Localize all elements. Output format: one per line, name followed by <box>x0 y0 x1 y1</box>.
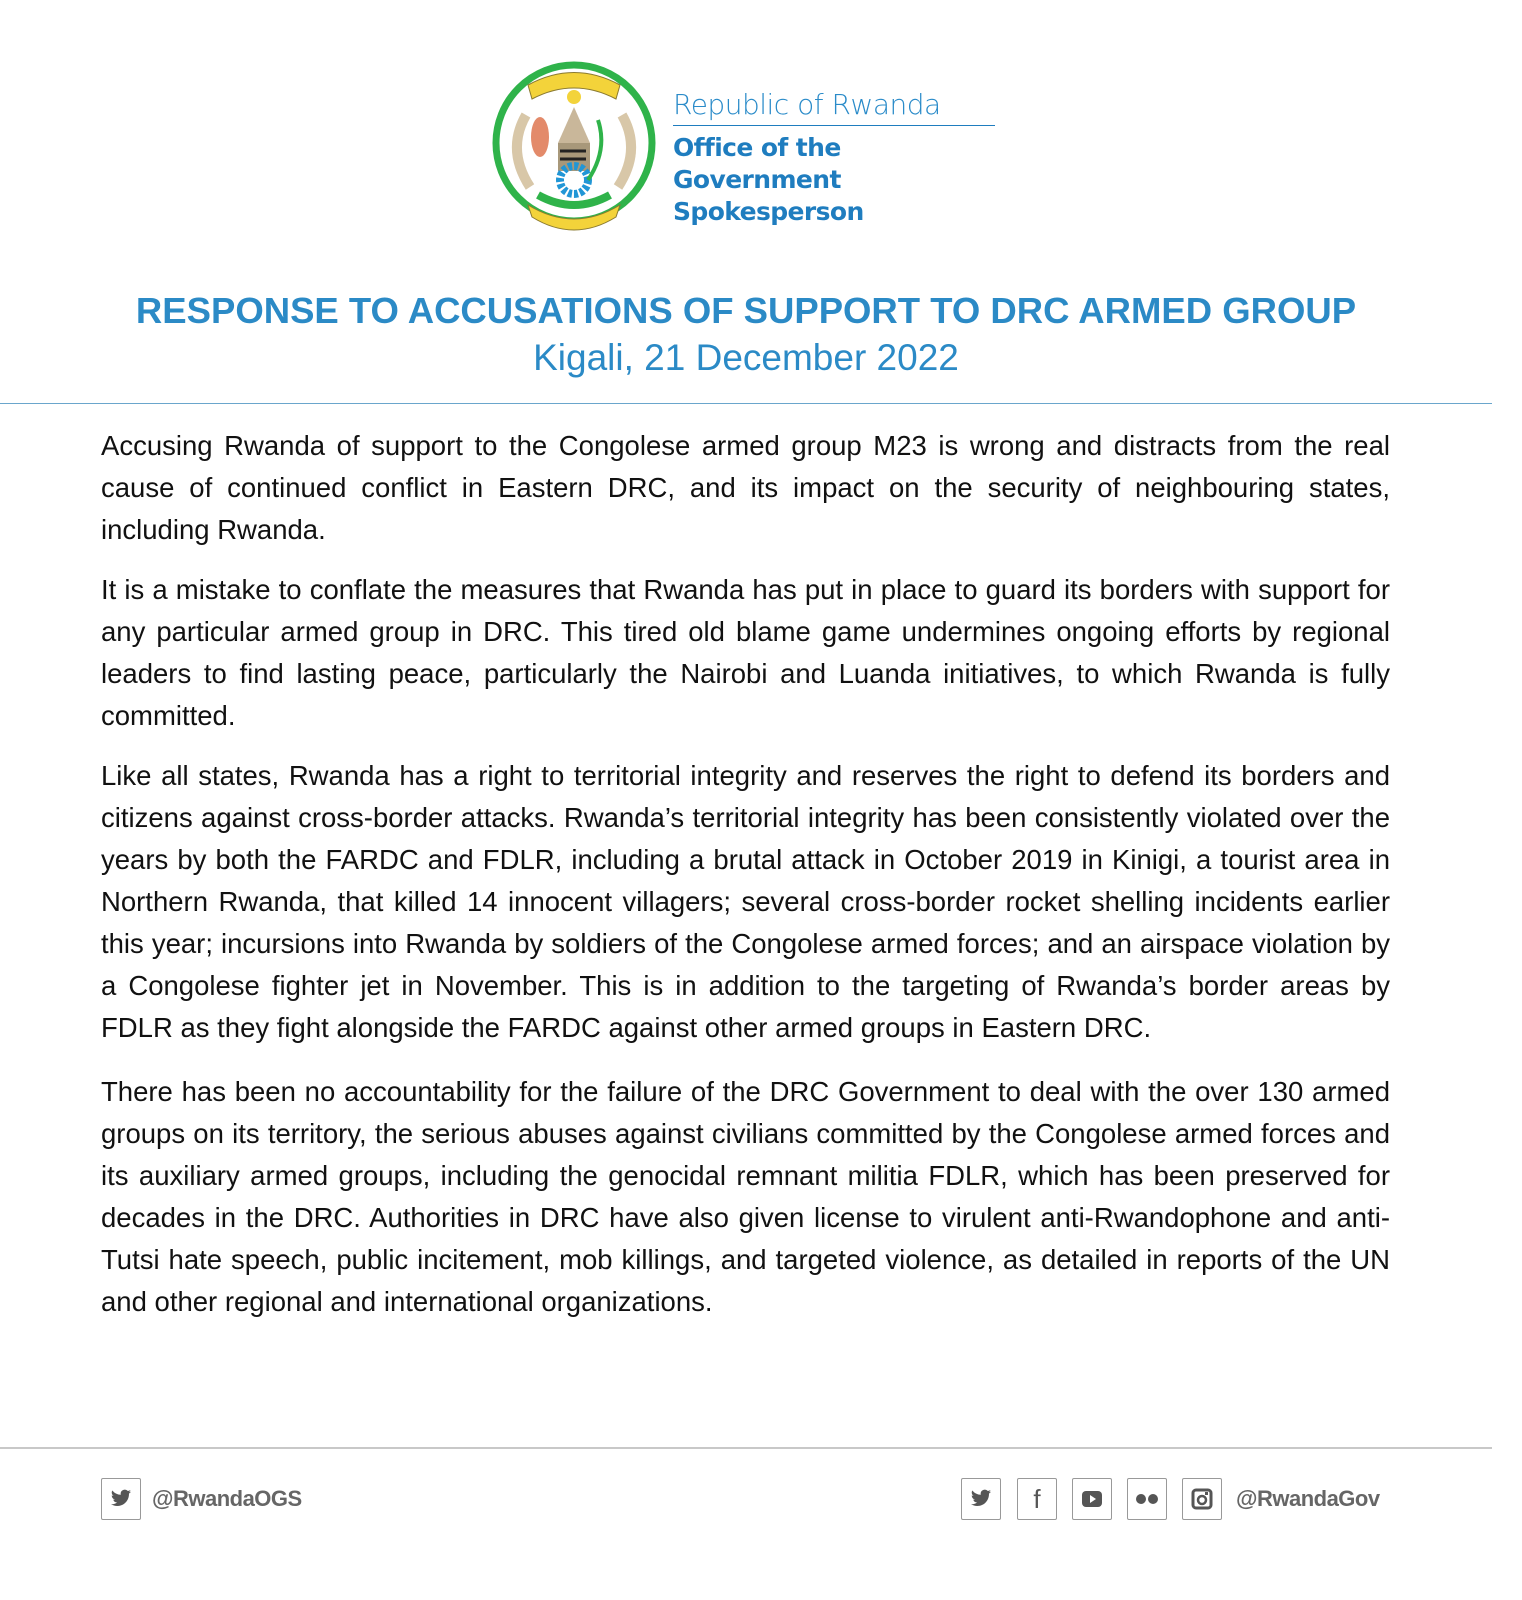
paragraph: It is a mistake to conflate the measures that Rwanda has put in place to guard its borders with support for any particular armed group in DRC. This tired old blame game undermines ongoing efforts by regional leaders to find lasting peace, particularly the Nairobi and Luanda initiatives, to which Rwanda is fully committed. <box>101 574 1390 731</box>
paragraph: Accusing Rwanda of support to the Congolese armed group M23 is wrong and distracts from the real cause of continued conflict in Eastern DRC, and its impact on the security of neighbouring states, including Rwanda. <box>101 430 1390 545</box>
youtube-icon[interactable] <box>1072 1478 1112 1520</box>
facebook-icon[interactable]: f <box>1017 1478 1057 1520</box>
paragraph: Like all states, Rwanda has a right to territorial integrity and reserves the right to defend its borders and citizens against cross-border attacks. Rwanda’s territorial integrity has been consistently violated over the years by both the FARDC and FDLR, including a brutal attack in October 2019 in Kinigi, a tourist area in Northern Rwanda, that killed 14 innocent villagers; several cross-border rocket shelling incidents earlier this year; incursions into Rwanda by soldiers of the Congolese armed forces; and an airspace violation by a Congolese fighter jet in November. This is in addition to the targeting of Rwanda’s border areas by FDLR as they fight alongside the FARDC against other armed groups in Eastern DRC. <box>101 760 1390 1043</box>
rwanda-emblem-logo <box>488 55 660 235</box>
left-handle-link[interactable]: @RwandaOGS <box>152 1486 302 1511</box>
instagram-icon[interactable] <box>1182 1478 1222 1520</box>
header-divider <box>0 403 1492 404</box>
flickr-icon[interactable] <box>1127 1478 1167 1520</box>
footer-divider <box>0 1447 1492 1449</box>
dateline: Kigali, 21 December 2022 <box>533 337 959 378</box>
right-handle-link[interactable]: @RwandaGov <box>1236 1486 1380 1511</box>
page-title: RESPONSE TO ACCUSATIONS OF SUPPORT TO DRC ARMED GROUP <box>135 290 1357 331</box>
twitter-icon[interactable] <box>101 1478 141 1520</box>
republic-label: Republic of Rwanda <box>673 88 995 126</box>
twitter-icon[interactable] <box>961 1478 1001 1520</box>
paragraph: There has been no accountability for the failure of the DRC Government to deal with the over 130 armed groups on its territory, the serious abuses against civilians committed by the Congolese armed forces and its auxiliary armed groups, including the genocidal remnant militia FDLR, which has been preserved for decades in the DRC. Authorities in DRC have also given license to virulent anti-Rwandophone and anti-Tutsi hate speech, public incitement, mob killings, and targeted violence, as detailed in reports of the UN and other regional and international organizations. <box>101 1076 1390 1317</box>
office-label-line2: Spokesperson <box>673 197 864 226</box>
office-label-line1: Office of the Government <box>673 133 841 194</box>
office-brand <box>673 88 995 228</box>
statement-body <box>101 425 1390 1341</box>
